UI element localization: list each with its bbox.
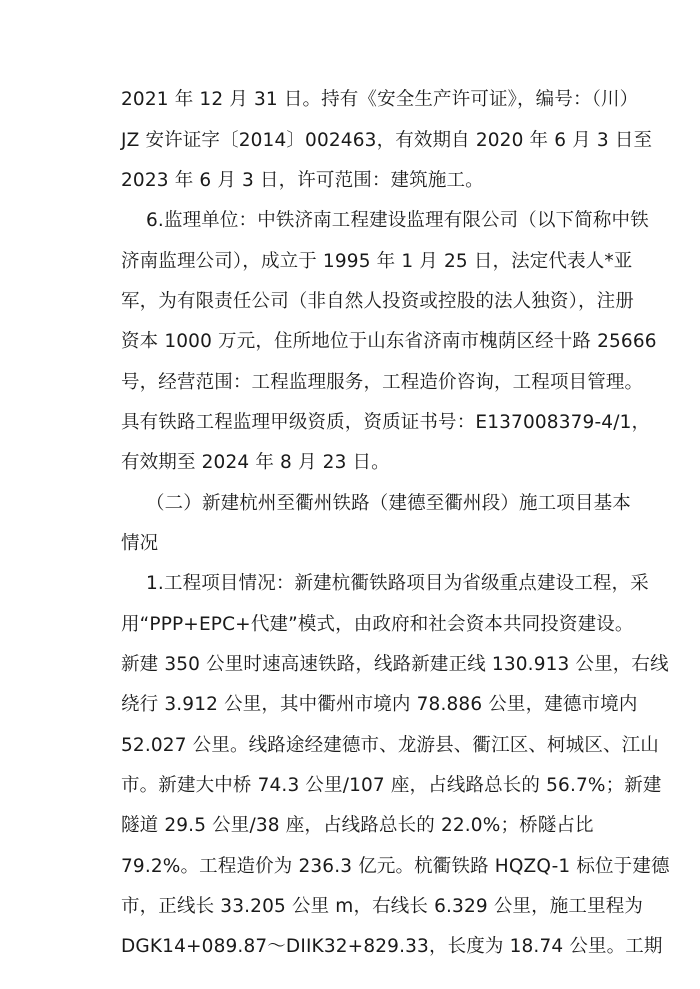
text-line: 2023 年 6 月 3 日，许可范围：建筑施工。: [121, 170, 484, 191]
text-line: 52.027 公里。线路途经建德市、龙游县、衢江区、柯城区、江山: [121, 735, 659, 756]
section-heading: 情况: [121, 533, 159, 554]
text-line: 绕行 3.912 公里，其中衢州市境内 78.886 公里，建德市境内: [121, 694, 638, 715]
text-line: 隧道 29.5 公里/38 座，占线路总长的 22.0%；桥隧占比: [121, 815, 594, 836]
text-line: 79.2%。工程造价为 236.3 亿元。杭衢铁路 HQZQ-1 标位于建德: [121, 856, 670, 877]
text-line: 6.监理单位：中铁济南工程建设监理有限公司（以下简称中铁: [146, 210, 649, 231]
text-line: 新建 350 公里时速高速铁路，线路新建正线 130.913 公里，右线: [121, 654, 669, 675]
text-line: 济南监理公司），成立于 1995 年 1 月 25 日，法定代表人*亚: [121, 251, 633, 272]
text-line: 市。新建大中桥 74.3 公里/107 座，占线路总长的 56.7%；新建: [121, 775, 662, 796]
text-line: 市，正线长 33.205 公里 m，右线长 6.329 公里，施工里程为: [121, 896, 644, 917]
text-line: 资本 1000 万元，住所地位于山东省济南市槐荫区经十路 25666: [121, 331, 657, 352]
text-line: 号，经营范围：工程监理服务，工程造价咨询，工程项目管理。: [121, 372, 644, 393]
text-line: 具有铁路工程监理甲级资质，资质证书号：E137008379-4/1，: [121, 412, 651, 433]
text-line: JZ 安许证字〔2014〕002463，有效期自 2020 年 6 月 3 日至: [121, 130, 653, 151]
text-line: 用“PPP+EPC+代建”模式，由政府和社会资本共同投资建设。: [121, 614, 634, 635]
text-line: 有效期至 2024 年 8 月 23 日。: [121, 452, 390, 473]
text-line: 军，为有限责任公司（非自然人投资或控股的法人独资），注册: [121, 291, 634, 312]
text-line: DGK14+089.87～DIIK32+829.33，长度为 18.74 公里。工期: [121, 936, 663, 957]
text-line: 1.工程项目情况：新建杭衢铁路项目为省级重点建设工程，采: [146, 573, 649, 594]
section-heading: （二）新建杭州至衢州铁路（建德至衢州段）施工项目基本: [146, 493, 631, 514]
text-line: 2021 年 12 月 31 日。持有《安全生产许可证》，编号：（川）: [121, 89, 639, 110]
